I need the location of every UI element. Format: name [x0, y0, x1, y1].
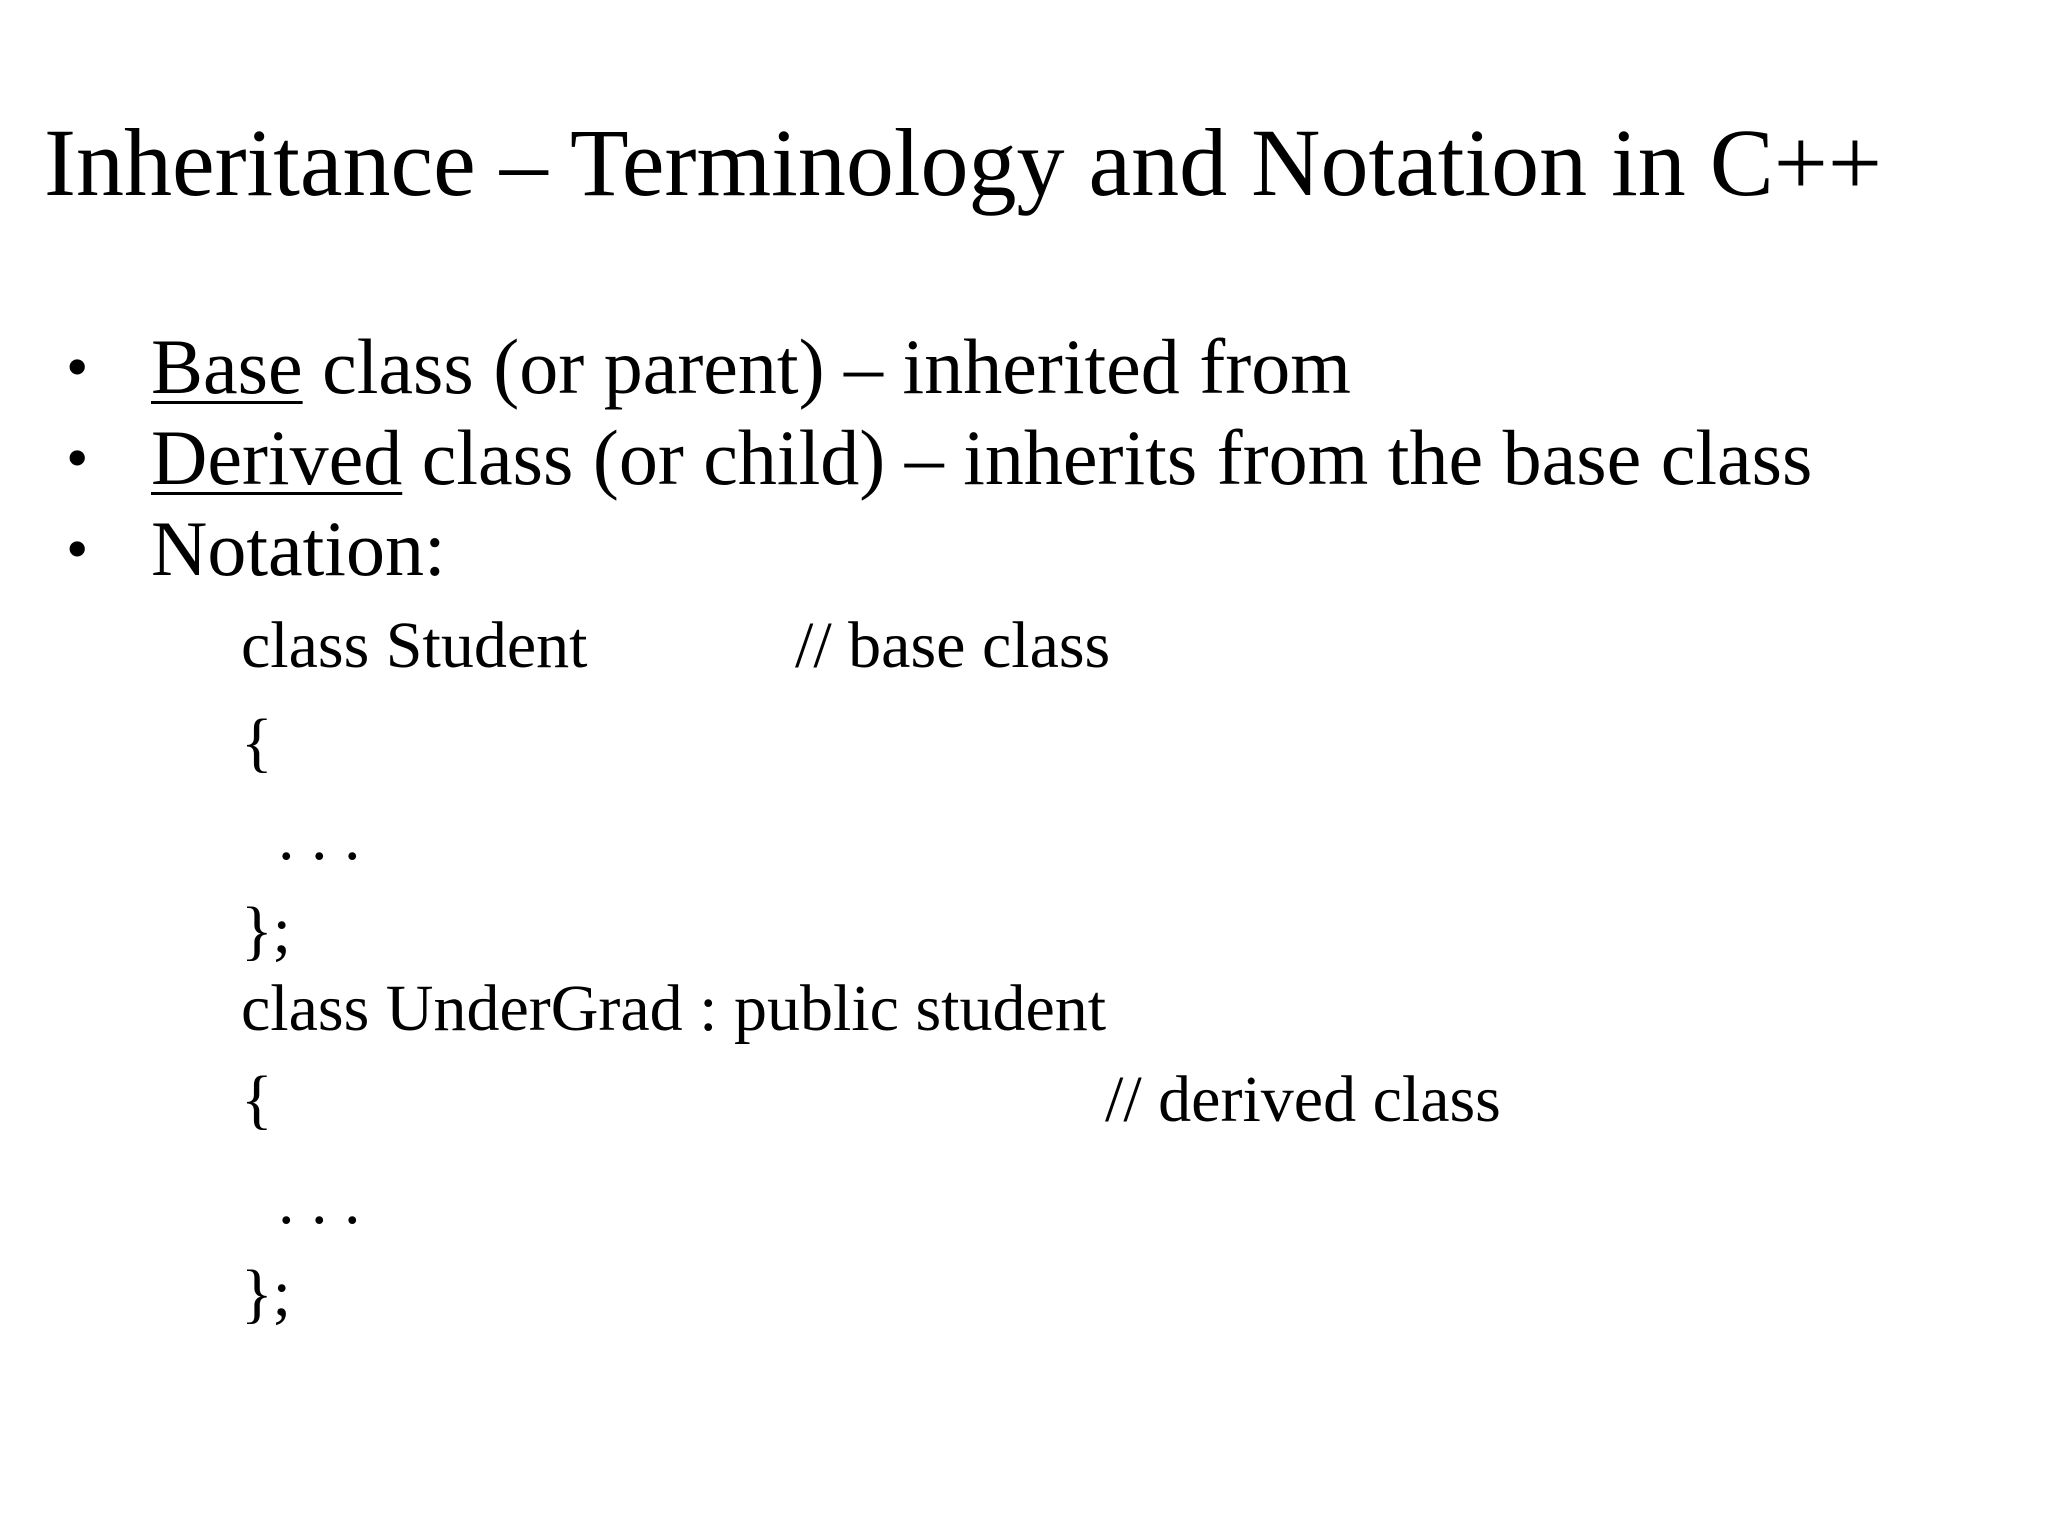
- bullet-text: Notation:: [151, 505, 446, 592]
- code-line-close-brace: };: [241, 894, 292, 967]
- code-comment-derived-class: // derived class: [1105, 1063, 1501, 1136]
- code-line-ellipsis: . . .: [278, 801, 361, 874]
- code-line-close-brace: };: [241, 1257, 292, 1330]
- code-line-ellipsis: . . .: [278, 1165, 361, 1238]
- term-base: Base: [151, 323, 303, 410]
- code-line-class-undergrad: class UnderGrad : public student: [241, 972, 1107, 1045]
- code-line-open-brace: {: [241, 1063, 273, 1136]
- code-line-open-brace: {: [241, 706, 273, 779]
- bullet-text: class (or parent) – inherited from: [302, 323, 1351, 410]
- bullet-derived-class: [66, 413, 1812, 503]
- bullet-notation: [66, 504, 446, 594]
- term-derived: Derived: [151, 414, 403, 501]
- bullet-dot: •: [66, 513, 89, 584]
- slide-title: Inheritance – Terminology and Notation in C++: [44, 109, 1883, 216]
- code-comment-base-class: // base class: [795, 609, 1111, 682]
- code-line-class-student: class Student: [241, 609, 588, 682]
- bullet-dot: •: [66, 331, 89, 402]
- bullet-base-class: [66, 322, 1351, 412]
- bullet-text: class (or child) – inherits from the base class: [402, 414, 1813, 501]
- bullet-dot: •: [66, 422, 89, 493]
